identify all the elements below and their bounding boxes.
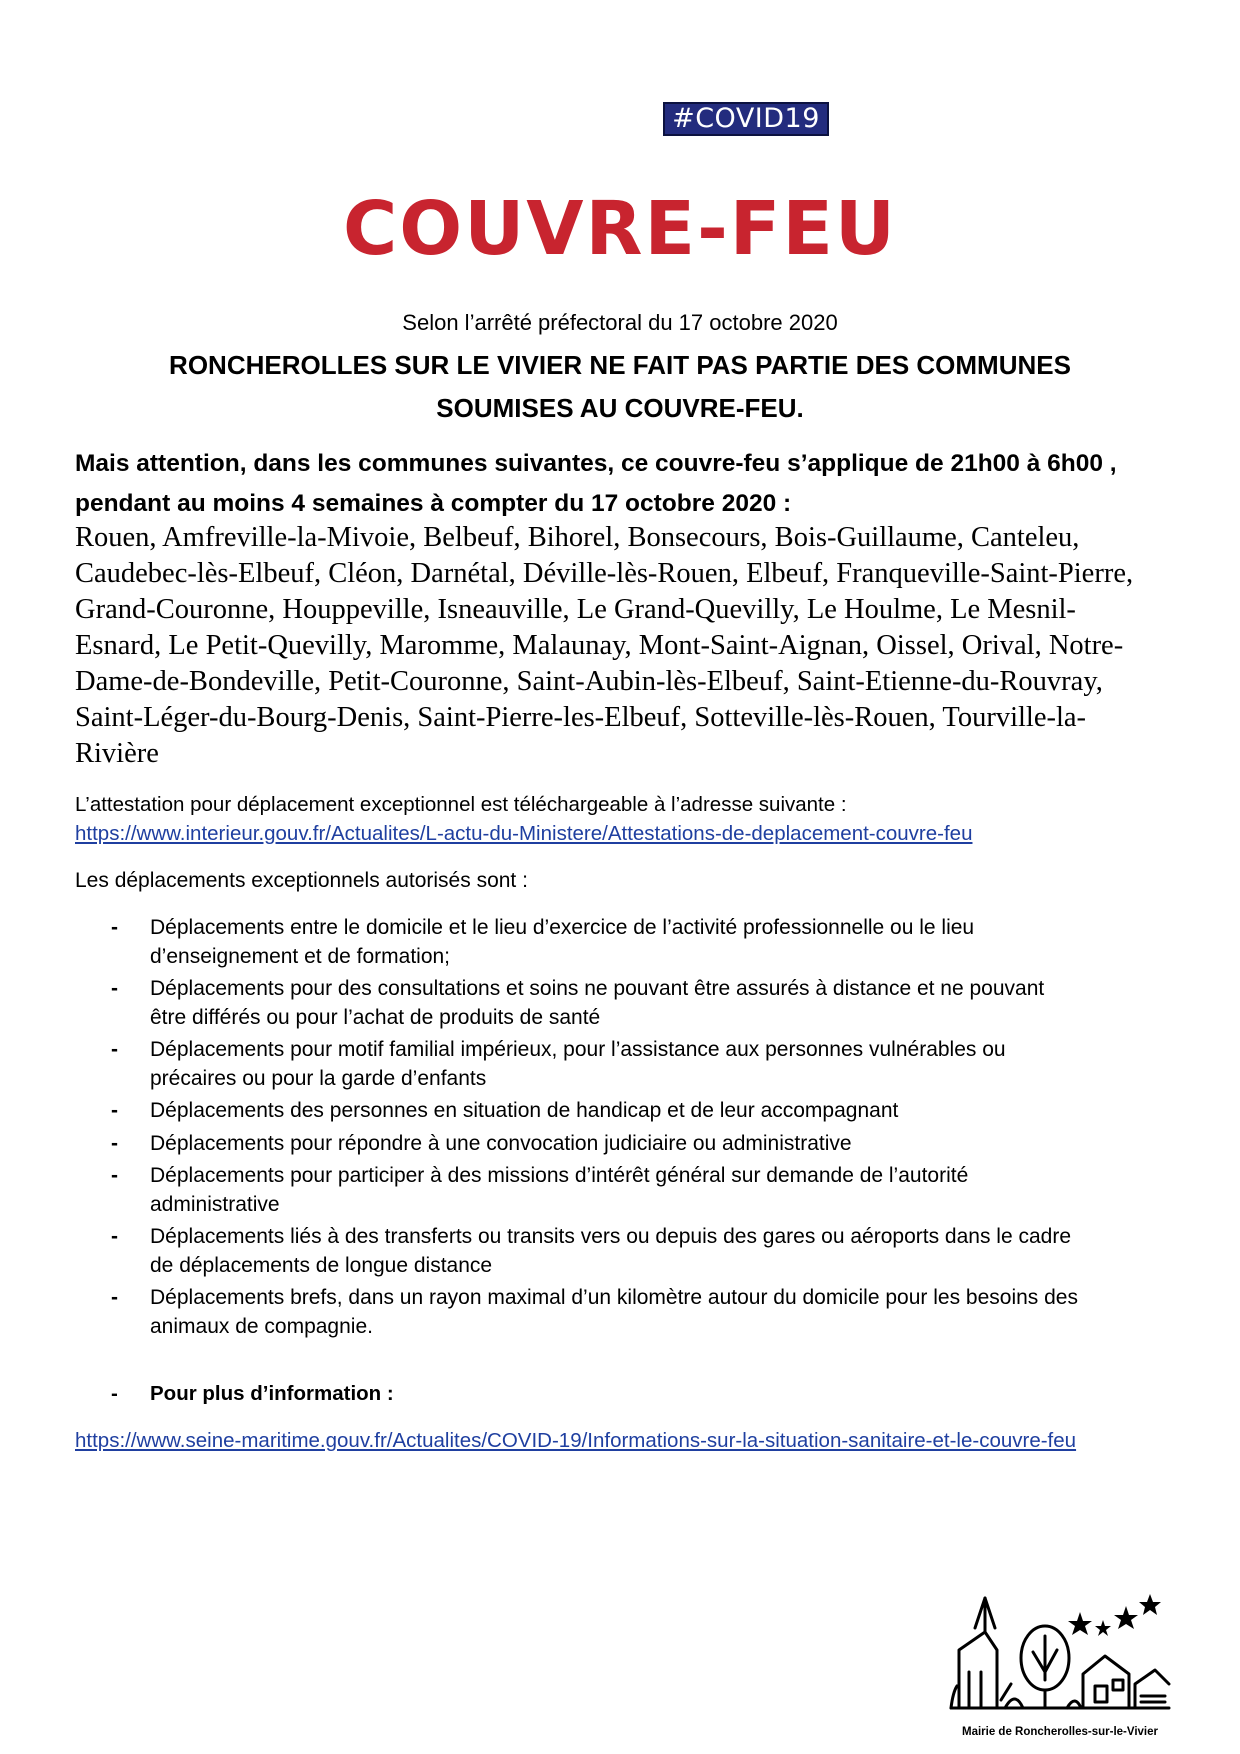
warning-line-2: pendant au moins 4 semaines à compter du 17 octobre 2020 :: [75, 490, 792, 517]
list-item-line-2: administrative: [150, 1192, 280, 1216]
communes-line: Grand-Couronne, Houppeville, Isneauville, Le Grand-Quevilly, Le Houlme, Le Mesnil-: [75, 594, 1076, 625]
covid19-tag: #COVID19: [663, 102, 829, 136]
list-item: [75, 1162, 1175, 1219]
attestation-text: L’attestation pour déplacement exceptionnel est téléchargeable à l’adresse suivante :: [75, 793, 847, 816]
list-item-line-1: Déplacements liés à des transferts ou transits vers ou depuis des gares ou aéroports dans le cadre: [150, 1225, 1071, 1248]
page-title: COUVRE-FEU: [342, 186, 897, 272]
bullet-dash: -: [111, 1286, 118, 1309]
attestation-link[interactable]: https://www.interieur.gouv.fr/Actualites/L-actu-du-Ministere/Attestations-de-deplacement-couvre-feu: [75, 822, 973, 845]
list-item: [75, 1097, 1175, 1126]
list-item: [75, 975, 1175, 1032]
communes-line: Caudebec-lès-Elbeuf, Cléon, Darnétal, Déville-lès-Rouen, Elbeuf, Franqueville-Saint-Pierre,: [75, 558, 1134, 589]
bullet-dash: -: [111, 1382, 118, 1405]
intro-text: Selon l’arrêté préfectoral du 17 octobre 2020: [402, 310, 838, 335]
communes-line: Dame-de-Bondeville, Petit-Couronne, Saint-Aubin-lès-Elbeuf, Saint-Etienne-du-Rouvray,: [75, 666, 1103, 697]
communes-line: Rivière: [75, 738, 159, 769]
list-item-line-1: Déplacements pour répondre à une convocation judiciaire ou administrative: [150, 1131, 852, 1155]
announcement: [100, 344, 1140, 430]
list-item-line-2: de déplacements de longue distance: [150, 1253, 493, 1277]
bullet-dash: -: [111, 916, 118, 939]
more-info: [75, 1380, 1175, 1408]
more-info-link[interactable]: https://www.seine-maritime.gouv.fr/Actualites/COVID-19/Informations-sur-la-situation-sanitaire-et-le-couvre-feu: [75, 1429, 1077, 1452]
warning-line-1: Mais attention, dans les communes suivantes, ce couvre-feu s’applique de 21h00 à 6h00 ,: [75, 450, 1117, 477]
communes-list: [75, 520, 1175, 772]
list-item-line-1: Déplacements pour motif familial impérieux, pour l’assistance aux personnes vulnérables ou: [150, 1038, 1006, 1061]
bullet-dash: -: [111, 1225, 118, 1248]
communes-line: Saint-Léger-du-Bourg-Denis, Saint-Pierre-les-Elbeuf, Sotteville-lès-Rouen, Tourville-la-: [75, 702, 1087, 733]
list-item-line-2: animaux de compagnie.: [150, 1314, 373, 1338]
list-item: [75, 1130, 1175, 1159]
list-item-line-1: Déplacements entre le domicile et le lieu d’exercice de l’activité professionnelle ou le lieu: [150, 916, 975, 939]
list-item: [75, 914, 1175, 971]
list-item-line-2: d’enseignement et de formation;: [150, 944, 451, 968]
warning: [75, 444, 1175, 524]
communes-line: Rouen, Amfreville-la-Mivoie, Belbeuf, Bihorel, Bonsecours, Bois-Guillaume, Canteleu,: [75, 522, 1080, 553]
list-item-line-1: Déplacements des personnes en situation de handicap et de leur accompagnant: [150, 1099, 899, 1122]
list-item-line-2: précaires ou pour la garde d’enfants: [150, 1066, 487, 1090]
bullet-dash: -: [111, 1099, 118, 1122]
announcement-line-2: SOUMISES AU COUVRE-FEU.: [436, 393, 804, 423]
list-item-line-1: Déplacements pour des consultations et soins ne pouvant être assurés à distance et ne pouvant: [150, 977, 1045, 1000]
allowed-intro: Les déplacements exceptionnels autorisés sont :: [75, 869, 528, 892]
mairie-logo-icon: [945, 1580, 1175, 1720]
list-item-line-2: être différés ou pour l’achat de produits de santé: [150, 1005, 601, 1029]
bullet-dash: -: [111, 977, 118, 1000]
list-item-line-1: Déplacements brefs, dans un rayon maximal d’un kilomètre autour du domicile pour les besoins des: [150, 1286, 1078, 1309]
allowed-list: [75, 914, 1175, 1345]
list-item: [75, 1284, 1175, 1341]
announcement-line-1: RONCHEROLLES SUR LE VIVIER NE FAIT PAS PARTIE DES COMMUNES: [169, 350, 1071, 380]
list-item: [75, 1223, 1175, 1280]
bullet-dash: -: [111, 1131, 118, 1155]
list-item: [75, 1036, 1175, 1093]
bullet-dash: -: [111, 1164, 118, 1187]
list-item-line-1: Déplacements pour participer à des missions d’intérêt général sur demande de l’autorité: [150, 1164, 969, 1187]
more-info-label: Pour plus d’information :: [150, 1382, 394, 1405]
bullet-dash: -: [111, 1038, 118, 1061]
communes-line: Esnard, Le Petit-Quevilly, Maromme, Malaunay, Mont-Saint-Aignan, Oissel, Orival, Notre-: [75, 630, 1124, 661]
logo-caption: Mairie de Roncherolles-sur-le-Vivier: [962, 1726, 1158, 1738]
